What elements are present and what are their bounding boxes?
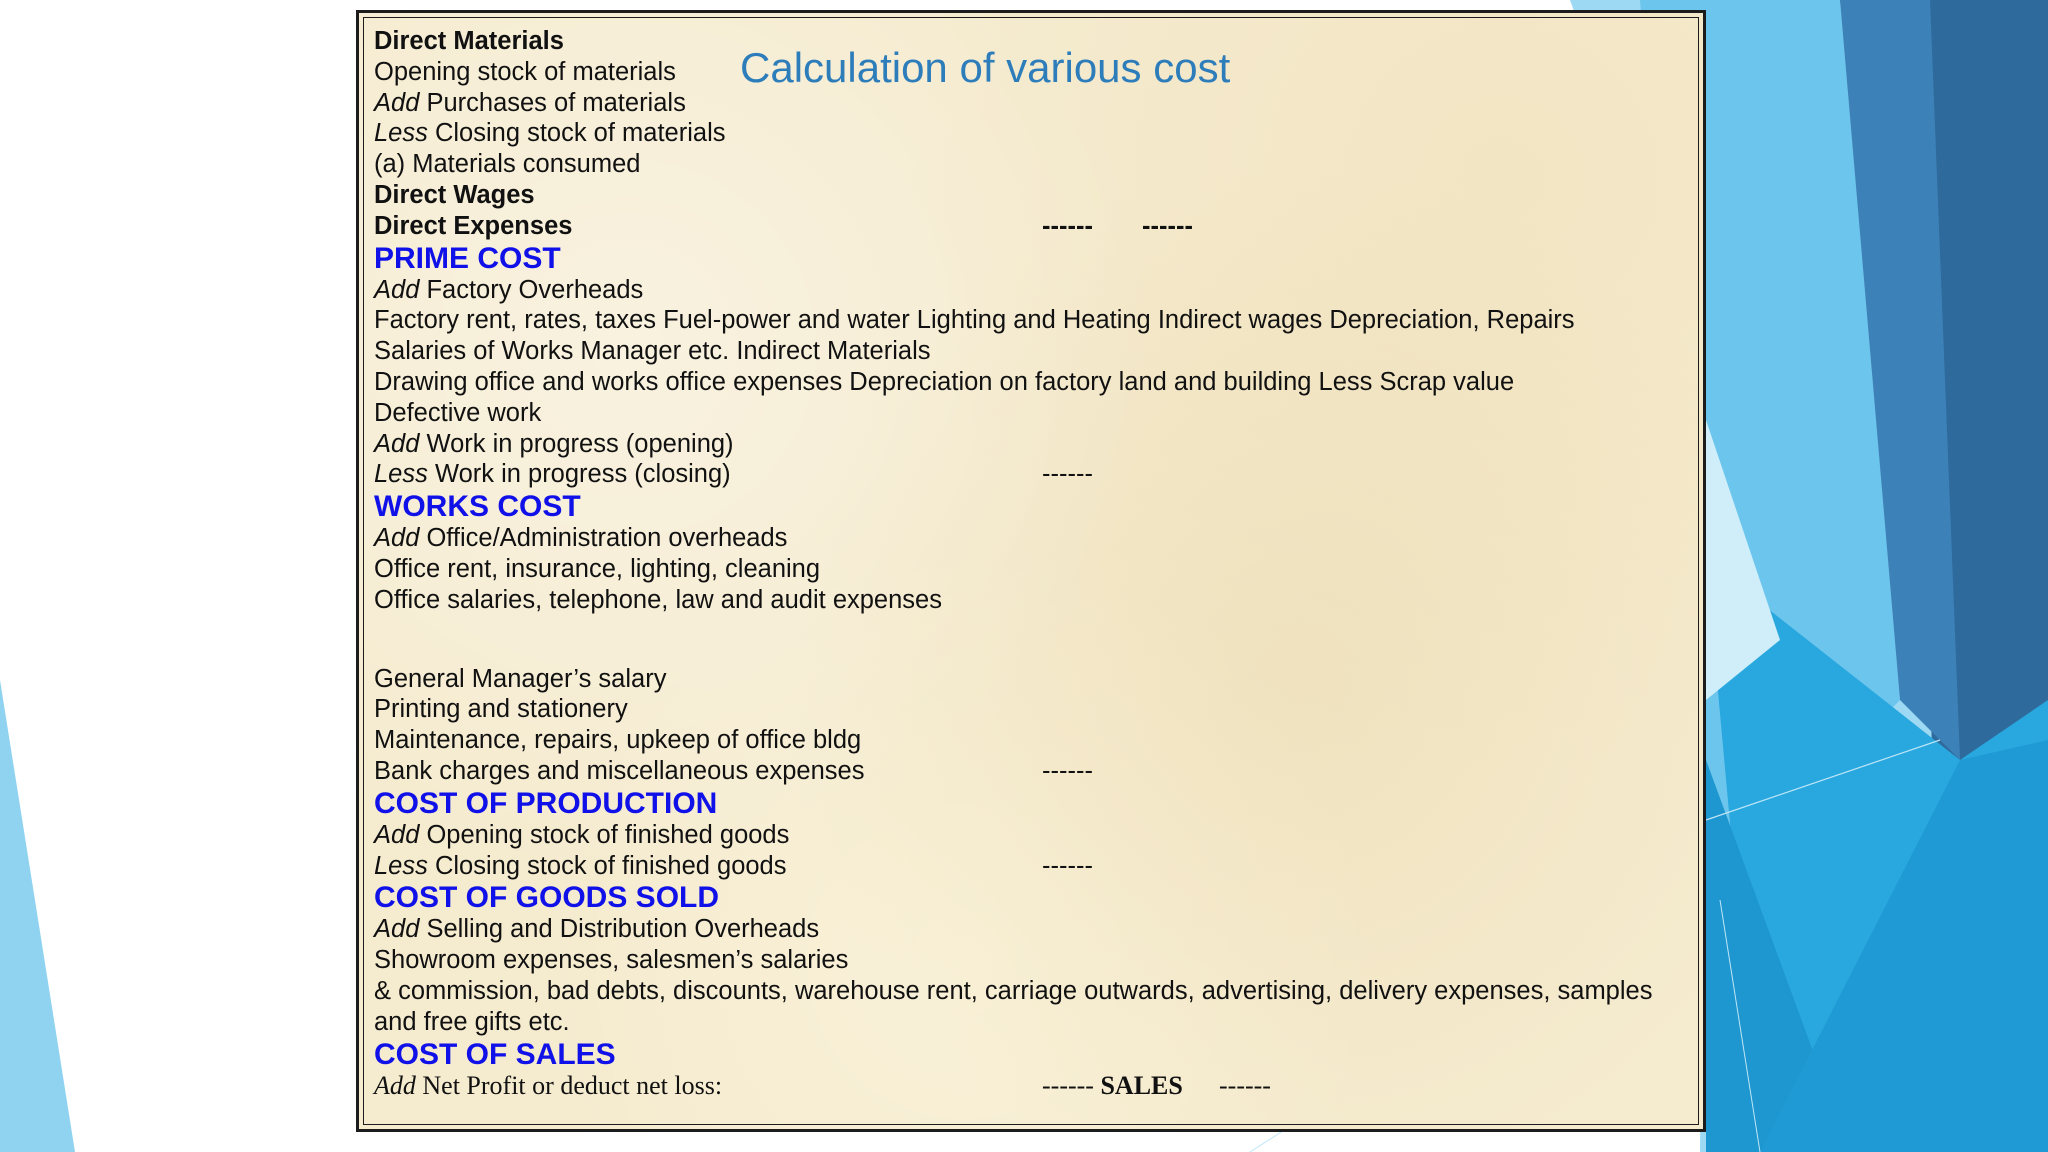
printing-row: Printing and stationery	[374, 695, 628, 724]
materials-consumed-row: (a) Materials consumed	[374, 150, 641, 179]
office-overheads-row: Add Office/Administration overheads	[374, 524, 788, 553]
factory-items-line: Salaries of Works Manager etc. Indirect Materials	[374, 337, 931, 366]
maintenance-row: Maintenance, repairs, upkeep of office bldg	[374, 726, 862, 755]
sales-label: SALES	[1100, 1070, 1183, 1100]
amount-placeholder: ------	[1042, 460, 1093, 489]
closing-stock-row: Less Closing stock of materials	[374, 119, 726, 148]
blank-spacer	[374, 616, 1652, 640]
add-keyword: Add	[374, 820, 420, 849]
add-keyword: Add	[374, 88, 420, 117]
amount-placeholder: ------	[1042, 756, 1093, 785]
factory-overheads-row: Add Factory Overheads	[374, 275, 644, 304]
add-keyword: Add	[374, 1070, 416, 1100]
cost-of-sales-heading: COST OF SALES	[374, 1037, 616, 1071]
amount-placeholder: ------	[1142, 211, 1193, 240]
amount-placeholder: ------	[1219, 1070, 1271, 1100]
gm-salary-row: General Manager’s salary	[374, 664, 667, 693]
office-items-line: Office salaries, telephone, law and audit expenses	[374, 585, 942, 614]
add-keyword: Add	[374, 429, 420, 458]
direct-materials-heading: Direct Materials	[374, 27, 564, 55]
less-keyword: Less	[374, 460, 428, 489]
factory-items-line: Factory rent, rates, taxes Fuel-power and water Lighting and Heating Indirect wages Depreciation, Repairs	[374, 306, 1575, 335]
opening-finished-row: Add Opening stock of finished goods	[374, 820, 790, 849]
selling-items-line: and free gifts etc.	[374, 1007, 570, 1036]
add-keyword: Add	[374, 524, 420, 553]
slide-title: Calculation of various cost	[740, 44, 1231, 91]
less-keyword: Less	[374, 851, 428, 880]
add-keyword: Add	[374, 915, 420, 944]
factory-items-line: Drawing office and works office expenses Depreciation on factory land and building Less Scrap value	[374, 367, 1515, 396]
cost-sheet	[374, 26, 1652, 1101]
add-keyword: Add	[374, 275, 420, 304]
selling-items-line: & commission, bad debts, discounts, warehouse rent, carriage outwards, advertising, delivery expenses, samples	[374, 976, 1653, 1005]
direct-wages-heading: Direct Wages	[374, 180, 535, 209]
net-profit-row: Add Net Profit or deduct net loss: ------ SALES ------	[374, 1070, 1271, 1100]
amount-placeholder: ------	[1042, 211, 1093, 240]
sales-total: ------ SALES	[1042, 1070, 1183, 1100]
wip-opening-row: Add Work in progress (opening)	[374, 429, 734, 458]
cost-of-production-heading: COST OF PRODUCTION	[374, 786, 718, 820]
office-items-line: Office rent, insurance, lighting, cleaning	[374, 554, 821, 583]
opening-stock-row: Opening stock of materials	[374, 57, 676, 86]
less-keyword: Less	[374, 119, 428, 148]
bank-charges-row: Bank charges and miscellaneous expenses ------	[374, 756, 1093, 785]
selling-overheads-row: Add Selling and Distribution Overheads	[374, 915, 820, 944]
direct-expenses-row: Direct Expenses ------ ------	[374, 211, 1193, 240]
defective-work-row: Defective work	[374, 398, 542, 427]
cost-of-goods-sold-heading: COST OF GOODS SOLD	[374, 881, 720, 915]
purchases-row: Add Purchases of materials	[374, 88, 686, 117]
selling-items-line: Showroom expenses, salesmen’s salaries	[374, 946, 849, 975]
closing-finished-row: Less Closing stock of finished goods ------	[374, 851, 1093, 880]
wip-closing-row: Less Work in progress (closing) ------	[374, 460, 1093, 489]
works-cost-heading: WORKS COST	[374, 490, 581, 524]
blank-spacer	[374, 640, 1652, 664]
prime-cost-heading: PRIME COST	[374, 241, 561, 275]
amount-placeholder: ------	[1042, 851, 1093, 880]
